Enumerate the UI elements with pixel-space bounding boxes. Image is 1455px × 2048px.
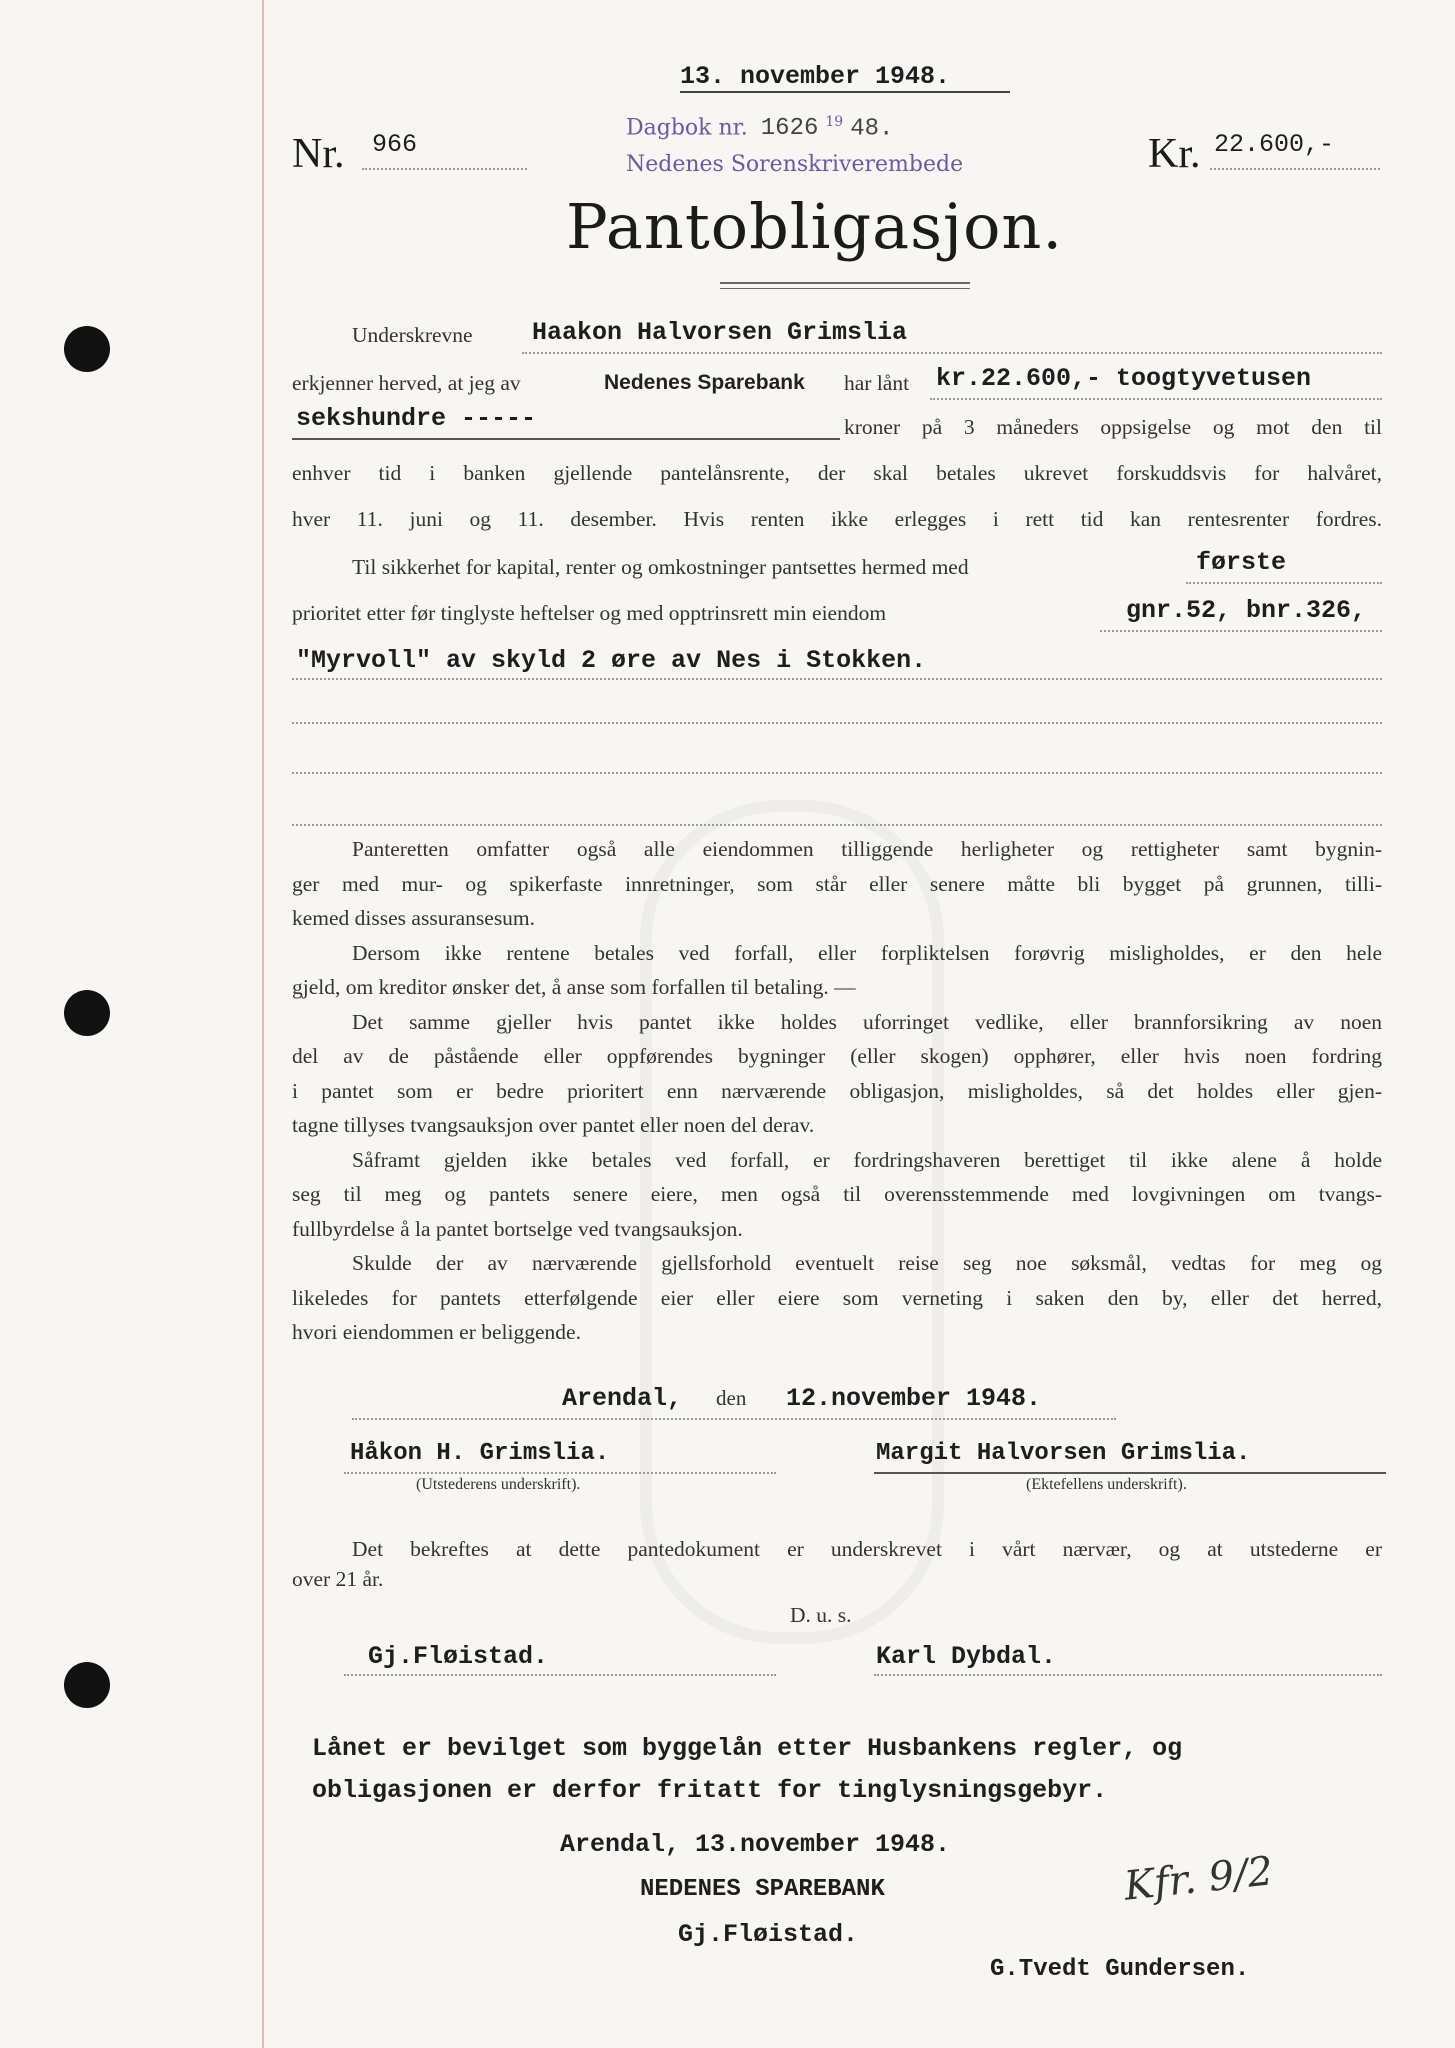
amount-field	[930, 362, 1382, 400]
p4-line-1: Det samme gjeller hvis pantet ikke holdes uforringet vedlike, eller brannforsikring av noen	[352, 1009, 1382, 1034]
footer-note	[312, 1728, 1182, 1812]
priority-typed: første	[1196, 548, 1287, 577]
stamp-office: Nedenes Sorenskriverembede	[626, 152, 964, 177]
blank-line-3	[292, 794, 1382, 826]
footer-clerk: G.Tvedt Gundersen.	[990, 1956, 1250, 1983]
amount-words-field	[292, 402, 840, 440]
footer-line2: obligasjonen er derfor fritatt for tinglysningsgebyr.	[312, 1776, 1108, 1805]
spouse-caption: (Ektefellens underskrift).	[1026, 1476, 1187, 1493]
margin-rule	[262, 0, 264, 2048]
spouse-signature: Margit Halvorsen Grimslia.	[876, 1440, 1251, 1467]
nr-value: 966	[372, 130, 418, 159]
p6-line-2: likeledes for pantets etterfølgende eier eller eiere som verneting i saken den by, eller det herred,	[292, 1285, 1382, 1310]
stamp-year: 48.	[850, 115, 894, 143]
kr-field	[1210, 124, 1380, 170]
witness-line1: Det bekreftes at dette pantedokument er underskrevet i vårt nærvær, og at utstederne er	[352, 1537, 1382, 1561]
title-rule-bottom	[720, 288, 970, 289]
p2-line-1: Panteretten omfatter også alle eiendommen tilliggende herligheter og rettigheter samt bygnin-	[352, 837, 1382, 861]
issuer-signature-field	[344, 1440, 776, 1474]
p4-line-3: i pantet som er bedre prioritert enn nærværende obligasjon, misligholdes, så det holdes eller gjen-	[292, 1078, 1382, 1103]
acknowledge-pre: erkjenner herved, at jeg av	[292, 371, 521, 395]
property-field	[1100, 594, 1382, 632]
witness2-field	[874, 1640, 1382, 1676]
punch-hole-top	[64, 326, 110, 372]
nr-label: Nr.	[292, 131, 345, 177]
witness1-field	[344, 1640, 776, 1676]
property-line2-field	[292, 642, 1382, 680]
paragraph-lien	[292, 832, 1382, 1350]
blank-line-2	[292, 742, 1382, 774]
property-typed: gnr.52, bnr.326,	[1126, 596, 1367, 625]
stamp-dagbok	[626, 114, 893, 142]
document-title: Pantobligasjon.	[566, 190, 1064, 263]
p4-line-2: del av de påstående eller oppførendes bygninger (eller skogen) opphører, eller hvis noen fordring	[292, 1044, 1382, 1068]
p2-line-2: ger med mur- og spikerfaste innretninger, som står eller senere måtte bli bygget på grunnen, tilli-	[292, 871, 1382, 896]
signing-place-field	[352, 1382, 1116, 1420]
p5-line-3: fullbyrdelse å la pantet bortselge ved tvangsauksjon.	[292, 1216, 743, 1241]
signing-den: den	[716, 1386, 747, 1410]
witness-line2: over 21 år.	[292, 1567, 384, 1591]
amount-words-cont: sekshundre -----	[296, 404, 537, 433]
p6-line-1: Skulde der av nærværende gjellsforhold eventuelt reise seg noe søksmål, vedtas for meg og	[352, 1251, 1382, 1275]
issuer-caption: (Utstederens underskrift).	[416, 1476, 581, 1493]
handwritten-initials: Kfr. 9/2	[1122, 1848, 1276, 1910]
issuer-signature: Håkon H. Grimslia.	[350, 1440, 610, 1467]
nr-field	[362, 124, 527, 170]
p3-line-2: gjeld, om kreditor ønsker det, å anse som forfallen til betaling. —	[292, 975, 856, 999]
p6-line-3: hvori eiendommen er beliggende.	[292, 1320, 581, 1344]
p1-line4: hver 11. juni og 11. desember. Hvis renten ikke erlegges i rett tid kan rentesrenter fordres.	[292, 507, 1382, 531]
kr-label: Kr.	[1148, 131, 1201, 177]
p2-line-3: kemed disses assuransesum.	[292, 906, 536, 930]
spouse-signature-field	[874, 1440, 1386, 1474]
signing-date: 12.november 1948.	[786, 1384, 1042, 1413]
acknowledge-mid: har lånt	[844, 371, 910, 395]
stamp-dagbok-label: Dagbok nr.	[626, 115, 748, 141]
p1-line3: enhver tid i banken gjellende pantelånsrente, der skal betales ukrevet forskuddsvis for halvåret,	[292, 461, 1382, 485]
footer-signer: Gj.Fløistad.	[678, 1920, 859, 1949]
p3-line-1: Dersom ikke rentene betales ved forfall, eller forpliktelsen forøvrig misligholdes, er den hele	[352, 940, 1382, 965]
property-line2: "Myrvoll" av skyld 2 øre av Nes i Stokken.	[296, 646, 927, 675]
witness1: Gj.Fløistad.	[368, 1642, 549, 1671]
bank-name: Nedenes Sparebank	[604, 371, 805, 394]
security-pre: Til sikkerhet for kapital, renter og omkostninger pantsettes hermed med	[352, 555, 969, 579]
undersigned-label: Underskrevne	[352, 323, 473, 347]
kr-value: 22.600,-	[1214, 130, 1335, 159]
stamp-dagbok-value: 1626	[760, 115, 819, 143]
signing-place: Arendal,	[562, 1384, 683, 1413]
punch-hole-middle	[64, 990, 110, 1036]
blank-line-1	[292, 692, 1382, 724]
amount-typed: kr.22.600,- toogtyvetusen	[936, 364, 1312, 393]
p4-line-4: tagne tillyses tvangsauksjon over pantet eller noen del derav.	[292, 1113, 815, 1137]
p5-line-2: seg til meg og pantets senere eiere, men også til overensstemmende med lovgivningen om tvangs-	[292, 1182, 1382, 1206]
header-date: 13. november 1948.	[680, 62, 1010, 93]
witness2: Karl Dybdal.	[876, 1642, 1057, 1671]
footer-bank: NEDENES SPAREBANK	[640, 1876, 885, 1903]
witness-dus: D. u. s.	[790, 1603, 852, 1627]
punch-hole-bottom	[64, 1662, 110, 1708]
footer-place-date: Arendal, 13.november 1948.	[560, 1830, 951, 1859]
p5-line-1: Såframt gjelden ikke betales ved forfall, er fordringshaveren berettiget til ikke alene å holde	[352, 1147, 1382, 1172]
priority-field	[1186, 546, 1382, 584]
footer-line1: Lånet er bevilget som byggelån etter Husbankens regler, og	[312, 1734, 1183, 1763]
title-rule-top	[720, 282, 970, 284]
kroner-text: kroner på 3 måneders oppsigelse og mot den til	[844, 415, 1382, 439]
stamp-year-prefix: 19	[825, 114, 844, 130]
priority-text: prioritet etter før tinglyste heftelser og med opptrinsrett min eiendom	[292, 601, 887, 625]
undersigned-field	[522, 318, 1382, 354]
undersigned-name: Haakon Halvorsen Grimslia	[532, 318, 908, 347]
